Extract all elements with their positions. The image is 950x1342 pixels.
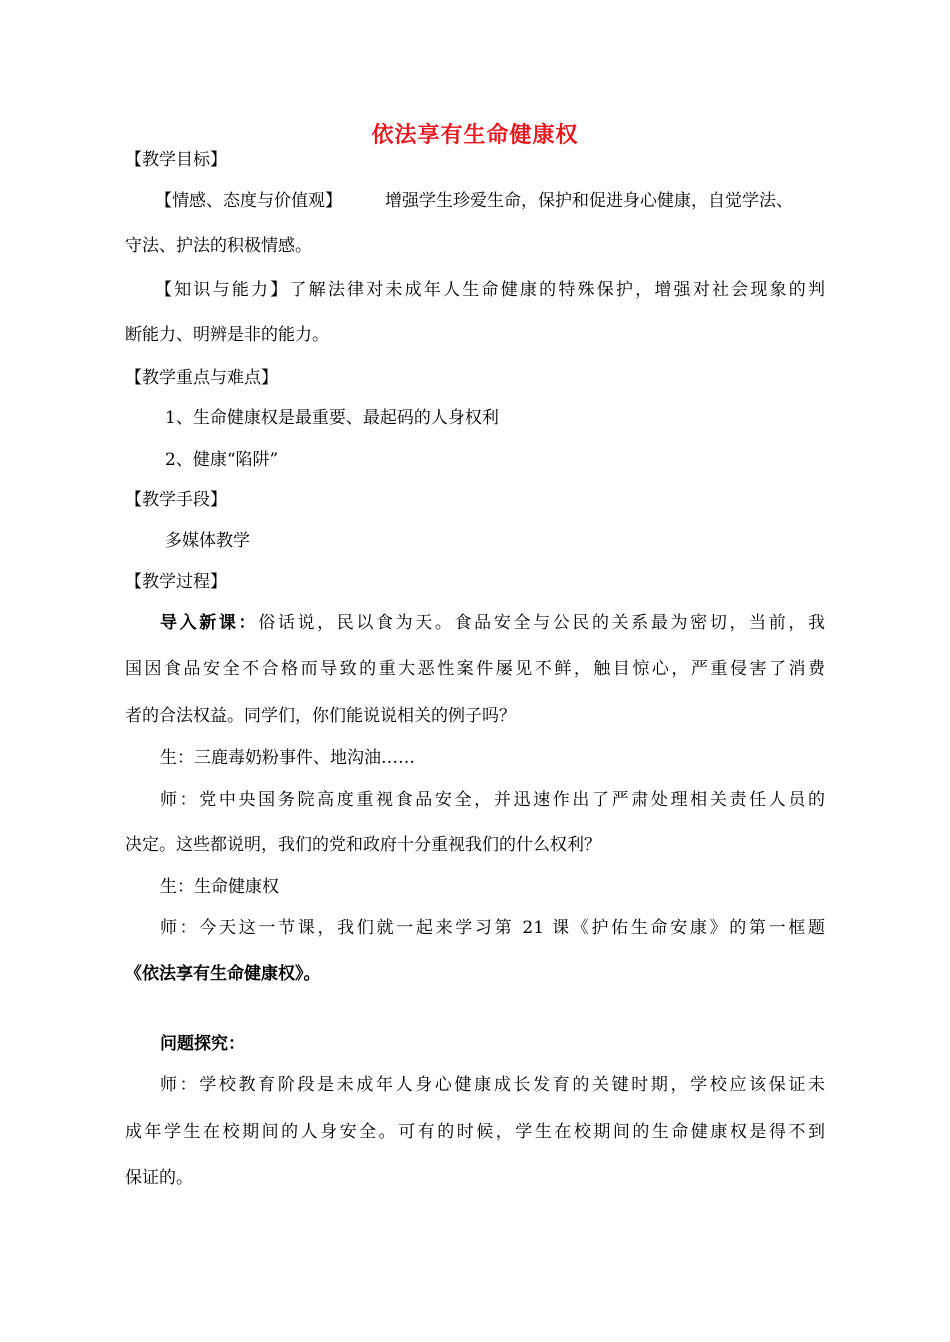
intro-line-2: 国因食品安全不合格而导致的重大恶性案件屡见不鲜，触目惊心，严重侵害了消费: [125, 659, 825, 679]
emotion-text-line-2: 守法、护法的积极情感。: [125, 236, 312, 256]
teacher-line-3b: 成年学生在校期间的人身安全。可有的时候，学生在校期间的生命健康权是得不到: [125, 1122, 825, 1142]
emotion-label: 【情感、态度与价值观】: [155, 191, 342, 211]
intro-text: 俗话说，民以食为天。食品安全与公民的关系最为密切，当前，我: [258, 613, 826, 633]
teaching-goal-heading: 【教学目标】: [125, 150, 227, 170]
intro-label: 导入新课：: [160, 613, 259, 633]
process-heading: 【教学过程】: [125, 572, 227, 592]
means-text: 多媒体教学: [165, 531, 250, 551]
teacher-line-3c: 保证的。: [125, 1168, 193, 1188]
focus-item-2: 2、健康“陷阱”: [165, 450, 279, 470]
intro-line-3: 者的合法权益。同学们，你们能说说相关的例子吗？: [125, 706, 516, 726]
means-heading: 【教学手段】: [125, 490, 227, 510]
teacher-line-3a: 师：学校教育阶段是未成年人身心健康成长发育的关键时期，学校应该保证未: [160, 1075, 825, 1095]
teacher-line-2a: 师：今天这一节课，我们就一起来学习第 21 课《护佑生命安康》的第一框题: [160, 918, 825, 938]
teacher-line-1b: 决定。这些都说明，我们的党和政府十分重视我们的什么权利？: [125, 835, 601, 855]
student-answer-1: 生：三鹿毒奶粉事件、地沟油……: [160, 748, 415, 768]
knowledge-text-line-1: 【知识与能力】了解法律对未成年人生命健康的特殊保护，增强对社会现象的判: [155, 280, 825, 300]
focus-item-1: 1、生命健康权是最重要、最起码的人身权利: [165, 408, 499, 428]
document-title: 依法享有生命健康权: [371, 123, 579, 148]
knowledge-text-line-2: 断能力、明辨是非的能力。: [125, 325, 329, 345]
student-answer-2: 生：生命健康权: [160, 877, 279, 897]
teacher-line-1a: 师：党中央国务院高度重视食品安全，并迅速作出了严肃处理相关责任人员的: [160, 790, 825, 810]
focus-heading: 【教学重点与难点】: [125, 368, 278, 388]
intro-line-1: [160, 612, 825, 634]
inquiry-label: 问题探究：: [160, 1034, 245, 1054]
teacher-line-2b: 《依法享有生命健康权》。: [125, 964, 321, 984]
emotion-text-line-1: 增强学生珍爱生命，保护和促进身心健康，自觉学法、: [385, 191, 793, 211]
